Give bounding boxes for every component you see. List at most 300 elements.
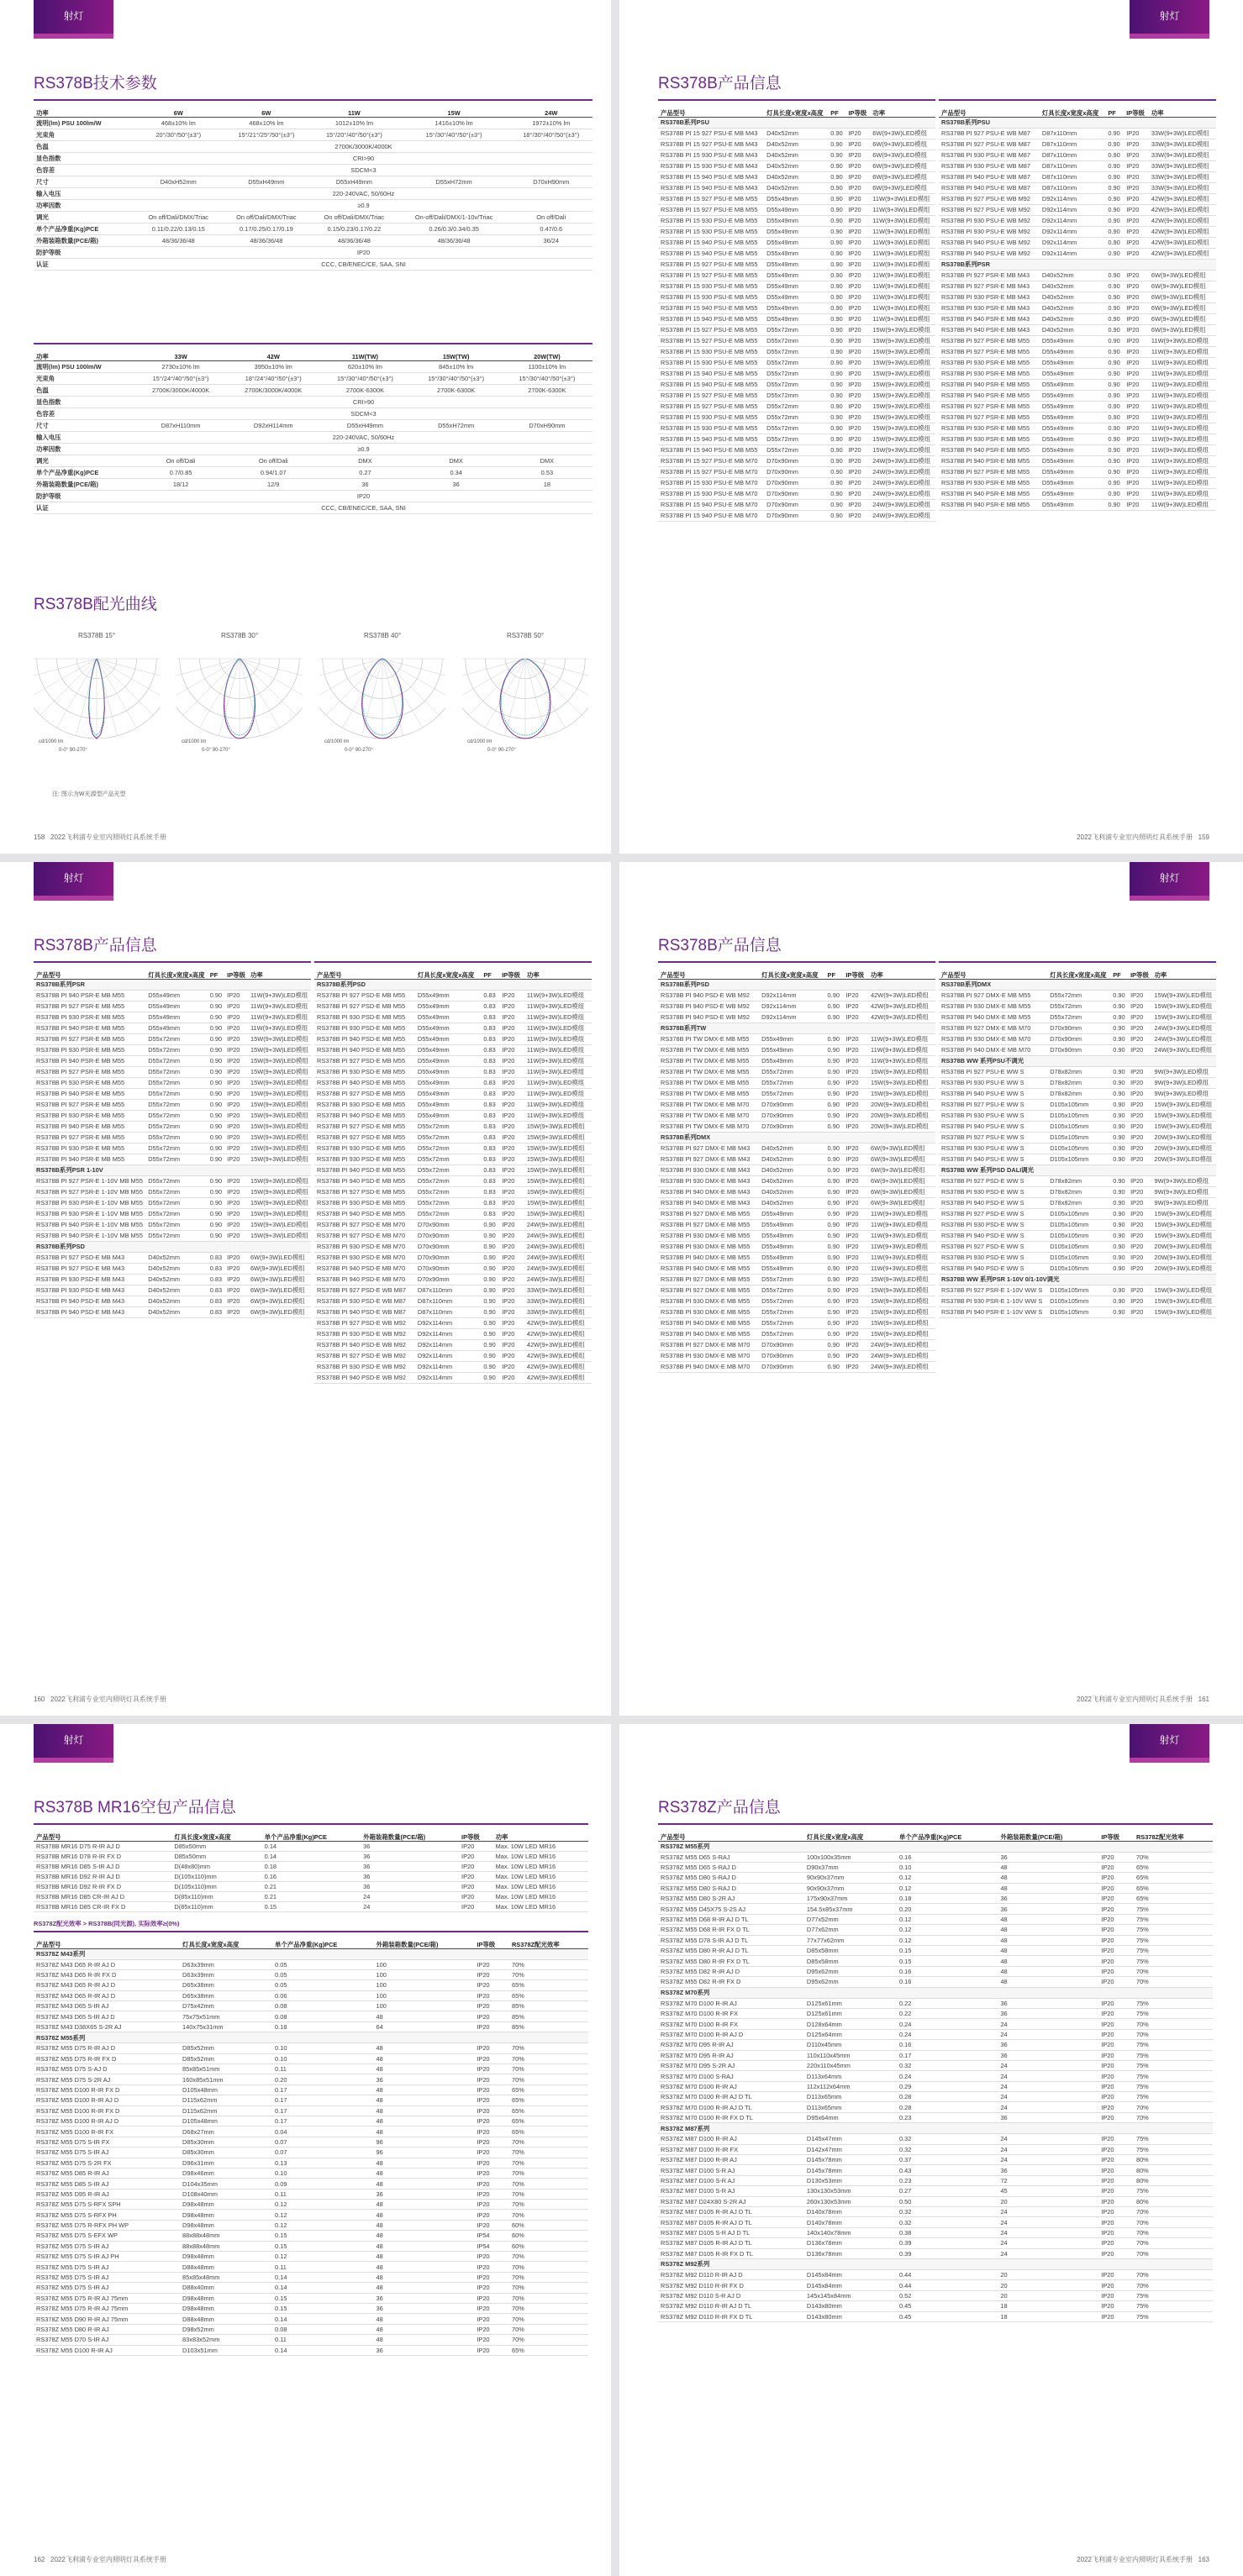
table-cell: 11W(9+3W)LED模组	[1149, 412, 1216, 423]
page-number: 162	[34, 2556, 45, 2563]
table-row	[658, 281, 935, 292]
table-cell: IP20	[1124, 171, 1149, 182]
spec-value: 48/36/36/48	[398, 234, 510, 246]
grid-spoke	[76, 659, 97, 736]
table-cell: IP20	[474, 2283, 509, 2293]
table-cell: 24W(9+3W)LED模组	[870, 477, 935, 488]
table-cell: 0.15	[262, 1901, 361, 1911]
table-row	[939, 412, 1216, 423]
table-cell: 20W(9+3W)LED模组	[868, 1110, 935, 1121]
table-cell: 0.15	[897, 1946, 998, 1956]
group-row	[939, 1055, 1216, 1066]
table-cell: 15W(9+3W)LED模组	[248, 1099, 311, 1110]
table-cell: 15W(9+3W)LED模组	[870, 357, 935, 368]
group-label: RS378B系列DMX	[939, 979, 1216, 990]
table-cell: RS378Z M87 D100 S-R AJ	[658, 2175, 804, 2185]
table-cell: D140x78mm	[804, 2217, 897, 2227]
table-cell: 75%	[1134, 2040, 1213, 2050]
table-cell: IP20	[1124, 281, 1149, 292]
table-cell: RS378B PI 930 DMX-E MB M43	[658, 1175, 759, 1186]
table-cell: 48	[374, 2084, 475, 2095]
table-cell: 42W(9+3W)LED模组	[868, 1012, 935, 1023]
group-label: RS378B系列PSD	[34, 1241, 311, 1252]
table-row	[34, 1033, 311, 1044]
table-cell: IP20	[224, 1197, 248, 1208]
table-cell: IP20	[843, 1143, 868, 1154]
table-cell: Max. 10W LED MR16	[493, 1861, 588, 1871]
table-row	[658, 2081, 1213, 2091]
table-cell: 15W(9+3W)LED模组	[870, 423, 935, 434]
column-header: 外箱装箱数量(PCE/箱)	[361, 1824, 459, 1841]
table-cell: 0.90	[208, 1088, 224, 1099]
table-cell: RS378Z M43 D65 R-IR FX D	[34, 1969, 180, 1979]
table-row	[314, 1350, 592, 1361]
table-cell: IP20	[1124, 324, 1149, 335]
table-cell: 0.90	[825, 1077, 844, 1088]
table-cell: 0.90	[1110, 1143, 1128, 1154]
table-cell: 24	[998, 2227, 1098, 2237]
table-cell: D(85x110)mm	[171, 1901, 261, 1911]
table-row	[939, 1175, 1216, 1186]
table-row	[939, 1110, 1216, 1121]
table-row	[658, 1164, 935, 1175]
table-row	[34, 2084, 588, 2095]
table-row	[34, 2324, 588, 2334]
table-cell: RS378B PI 930 PSD-E MB M43	[34, 1285, 145, 1296]
table-cell: D55x49mm	[759, 1241, 824, 1252]
column-header: PF	[208, 962, 224, 979]
table-cell: IP20	[499, 1339, 524, 1350]
table-cell: RS378B PI 940 PSR-E MB M55	[34, 1088, 145, 1099]
table-cell: D55x49mm	[764, 281, 828, 292]
table-cell: 48	[374, 2053, 475, 2063]
table-cell: RS378B PI 15 940 PSU-E MB M55	[658, 302, 764, 313]
table-cell: 0.90	[828, 423, 845, 434]
table-cell: 18	[998, 2311, 1098, 2321]
table-row	[314, 1285, 592, 1296]
table-cell: 15W(9+3W)LED模组	[868, 1066, 935, 1077]
table-cell: 0.90	[828, 193, 845, 204]
table-cell: RS378B PI 15 940 PSU-E MB M55	[658, 313, 764, 324]
table-cell: 24W(9+3W)LED模组	[524, 1230, 592, 1241]
table-row	[34, 2189, 588, 2199]
table-cell: 0.17	[272, 2105, 373, 2116]
group-label: RS378B WW 系列PSU不调光	[939, 1055, 1216, 1066]
table-cell: 0.90	[481, 1285, 499, 1296]
table-cell: D125x61mm	[804, 2008, 897, 2018]
table-cell: IP20	[474, 2001, 509, 2011]
page-title: RS378B产品信息	[658, 75, 782, 92]
spec-label: 显色指数	[34, 396, 134, 407]
table-row	[34, 1274, 311, 1285]
table-cell: D70x90mm	[764, 466, 828, 477]
spec-value: 2700K/3000K/4000K	[134, 140, 593, 152]
grid-spoke	[469, 659, 525, 715]
spec-value: 2700K-6300K	[411, 384, 502, 396]
table-cell: 42W(9+3W)LED模组	[1149, 248, 1216, 259]
table-cell: 9W(9+3W)LED模组	[1151, 1077, 1216, 1088]
table-cell: D70x90mm	[415, 1230, 482, 1241]
table-cell: 20	[998, 2196, 1098, 2206]
spec-label: 功率因数	[34, 443, 134, 455]
table-cell: 15W(9+3W)LED模组	[870, 324, 935, 335]
table-row	[658, 2019, 1213, 2029]
table-cell: IP20	[845, 226, 870, 237]
table-cell: 11W(9+3W)LED模组	[248, 1012, 311, 1023]
table-cell: 154.5x85x37mm	[804, 1904, 897, 1914]
spec-value: 15°/24°/40°/50°(±3°)	[134, 372, 227, 384]
table-cell: 24W(9+3W)LED模组	[870, 466, 935, 477]
table-row	[34, 1851, 588, 1861]
table-cell: 0.50	[897, 2196, 998, 2206]
table-cell: 11W(9+3W)LED模组	[868, 1263, 935, 1274]
table-row	[314, 1252, 592, 1263]
table-cell: 0.90	[828, 466, 845, 477]
table-row	[658, 477, 935, 488]
table-row	[658, 346, 935, 357]
table-cell: IP20	[1098, 1883, 1134, 1893]
table-cell: 11W(9+3W)LED模组	[248, 990, 311, 1001]
table-cell: 65%	[509, 2116, 588, 2126]
table-cell: 11W(9+3W)LED模组	[1149, 455, 1216, 466]
table-cell: D55x72mm	[145, 1088, 208, 1099]
table-cell: D143x80mm	[804, 2301, 897, 2311]
table-cell: IP20	[843, 1208, 868, 1219]
table-cell: 0.90	[1105, 444, 1124, 455]
table-cell: IP20	[1124, 215, 1149, 226]
table-cell: 77x77x62mm	[804, 1935, 897, 1945]
table-cell: RS378B PI 930 PSR-E MB M55	[939, 357, 1040, 368]
table-cell: IP20	[1098, 1914, 1134, 1924]
table-cell: IP20	[843, 1044, 868, 1055]
table-cell: 160x85x51mm	[180, 2074, 272, 2084]
table-cell: 0.90	[825, 1197, 844, 1208]
table-cell: D55x72mm	[415, 1186, 482, 1197]
table-cell: 0.90	[208, 1066, 224, 1077]
table-cell: D40x52mm	[764, 171, 828, 182]
column-header: IP等级	[845, 100, 870, 117]
table-cell: RS378B PI 927 PSD-E MB M55	[314, 1001, 415, 1012]
table-cell: 0.83	[481, 1175, 499, 1186]
table-cell: D55x72mm	[145, 1197, 208, 1208]
table-row	[658, 357, 935, 368]
table-row	[34, 2314, 588, 2324]
table-cell: 48	[998, 1883, 1098, 1893]
table-cell: 48	[998, 1935, 1098, 1945]
column-header: RS378Z配光效率	[509, 1932, 588, 1948]
table-cell: 0.15	[272, 2304, 373, 2314]
table-cell: 65%	[509, 2084, 588, 2095]
table-cell: 11W(9+3W)LED模组	[870, 259, 935, 270]
table-row	[939, 423, 1216, 434]
curve-legend: 0-0° 90-270°	[487, 748, 516, 753]
table-row	[34, 1891, 588, 1901]
table-cell: D105x105mm	[1047, 1099, 1110, 1110]
spec-value: 15°/30°/40°/50°(±3°)	[319, 372, 410, 384]
spec-value: 1972±10% lm	[510, 117, 593, 129]
table-cell: D136x78mm	[804, 2248, 897, 2258]
table-cell: 0.90	[828, 270, 845, 281]
group-row	[34, 1241, 311, 1252]
table-cell: 0.08	[272, 2001, 373, 2011]
column-header: 20W(TW)	[502, 344, 593, 360]
table-row	[34, 1980, 588, 1990]
table-row	[314, 1339, 592, 1350]
table-cell: RS378B PI 930 PSU-E WB M92	[939, 215, 1040, 226]
table-row	[658, 1998, 1213, 2008]
table-cell: 70%	[509, 2252, 588, 2262]
table-cell: RS378B PI 15 927 PSU-E MB M55	[658, 270, 764, 281]
table-cell: 70%	[509, 2053, 588, 2063]
table-cell: 15W(9+3W)LED模组	[1151, 1230, 1216, 1241]
table-cell: 0.83	[208, 1274, 224, 1285]
table-cell: 48	[374, 2168, 475, 2178]
table-cell: 11W(9+3W)LED模组	[524, 1066, 592, 1077]
group-row	[658, 1841, 1213, 1852]
table-cell: IP20	[1124, 477, 1149, 488]
table-row	[34, 1990, 588, 2000]
grid-spoke	[219, 659, 240, 736]
table-cell: 0.27	[897, 2186, 998, 2196]
grid-spoke	[183, 659, 240, 715]
group-label: RS378B系列PSR	[34, 979, 311, 990]
table-cell: RS378B PI 15 930 PSU-E MB M55	[658, 346, 764, 357]
table-cell: IP20	[1128, 1241, 1151, 1252]
table-cell: D55x72mm	[415, 1121, 482, 1132]
column-header: IP等级	[499, 962, 524, 979]
light-distribution-curves	[34, 632, 588, 758]
table-cell: 0.22	[897, 1998, 998, 2008]
table-cell: IP20	[1124, 128, 1149, 139]
table-cell: D55x49mm	[1040, 346, 1106, 357]
table-cell: 24W(9+3W)LED模组	[524, 1274, 592, 1285]
table-cell: 65%	[509, 1990, 588, 2000]
table-cell: D55x49mm	[1040, 412, 1106, 423]
table-cell: 0.90	[825, 1296, 844, 1306]
table-cell: RS378B PI 930 PSR-E MB M43	[939, 292, 1040, 302]
table-cell: IP20	[1128, 1285, 1151, 1296]
table-cell: 85%	[509, 2011, 588, 2021]
table-row	[658, 1143, 935, 1154]
page-footer	[34, 1695, 166, 1704]
table-cell: D55x72mm	[415, 1208, 482, 1219]
table-cell: RS378B PI 930 PSD-E MB M55	[314, 1099, 415, 1110]
spec-label: 光束角	[34, 372, 134, 384]
table-row	[658, 2008, 1213, 2018]
table-cell: 65%	[1134, 1894, 1213, 1904]
table-cell: RS378B PI 930 PSD-E WB M87	[314, 1296, 415, 1306]
table-cell: 0.21	[262, 1891, 361, 1901]
table-row	[939, 368, 1216, 379]
spec-value: 0.47/0.6	[510, 223, 593, 234]
table-cell: D70x90mm	[415, 1219, 482, 1230]
table-cell: IP20	[1128, 1044, 1151, 1055]
table-row	[658, 499, 935, 510]
table-cell: IP20	[224, 1154, 248, 1164]
table-cell: 20W(9+3W)LED模组	[1151, 1132, 1216, 1143]
table-cell: IP20	[499, 1241, 524, 1252]
page-number: 163	[1198, 2556, 1209, 2563]
table-row	[658, 2040, 1213, 2050]
table-cell: D128x64mm	[804, 2019, 897, 2029]
spec-row	[34, 223, 593, 234]
table-cell: RS378B PI 15 927 PSU-E MB M43	[658, 139, 764, 150]
table-cell: 36	[998, 2040, 1098, 2050]
table-cell: 70%	[509, 2314, 588, 2324]
table-cell: 0.17	[272, 2116, 373, 2126]
table-cell: IP20	[474, 2084, 509, 2095]
spec-value: 1100±10% lm	[502, 360, 593, 372]
table-cell: RS378B PI 940 PSU-E WW S	[939, 1088, 1047, 1099]
column-header: 42W	[227, 344, 319, 360]
table-cell: 42W(9+3W)LED模组	[1149, 215, 1216, 226]
table-cell: 42W(9+3W)LED模组	[524, 1317, 592, 1328]
table-cell: RS378B PI 940 DMX-E MB M55	[658, 1317, 759, 1328]
table-cell: D55x72mm	[415, 1164, 482, 1175]
table-cell: 0.90	[1105, 434, 1124, 444]
table-cell: 70%	[509, 2168, 588, 2178]
table-cell: D55x72mm	[1047, 1001, 1110, 1012]
header-row	[34, 1824, 588, 1841]
table-row	[658, 1012, 935, 1023]
table-cell: 0.83	[208, 1285, 224, 1296]
table-row	[34, 2293, 588, 2303]
product-table-left	[658, 961, 935, 1373]
table-cell: 80%	[1134, 2165, 1213, 2175]
table-cell: D40x52mm	[764, 160, 828, 171]
spec-value: 0.94/1.07	[227, 466, 319, 478]
table-cell: 15W(9+3W)LED模组	[248, 1077, 311, 1088]
table-cell: RS378B PI 927 PSR-E MB M55	[34, 1132, 145, 1143]
table-cell: 0.90	[481, 1274, 499, 1285]
table-cell: RS378B PI 940 PSU-E WB M92	[939, 237, 1040, 248]
table-cell: D70x90mm	[764, 477, 828, 488]
table-cell: D55x72mm	[145, 1033, 208, 1044]
table-cell: 0.44	[897, 2280, 998, 2290]
spec-value: 12/9	[227, 478, 319, 490]
table-row	[939, 1230, 1216, 1241]
table-cell: D92x114mm	[1040, 237, 1106, 248]
table-cell: 220x110x45mm	[804, 2060, 897, 2070]
table-cell: D105x48mm	[180, 2116, 272, 2126]
table-cell: IP20	[1098, 2071, 1134, 2081]
table-cell: 0.15	[897, 1956, 998, 1966]
table-cell: IP20	[845, 248, 870, 259]
table-cell: 0.90	[1105, 423, 1124, 434]
table-cell: RS378B PI 940 PSD-E MB M70	[314, 1263, 415, 1274]
table-cell: RS378B PI 930 PSR-E 1-10V WW S	[939, 1296, 1047, 1306]
table-cell: 0.90	[1110, 1285, 1128, 1296]
table-cell: D55x49mm	[759, 1252, 824, 1263]
table-row	[314, 1317, 592, 1328]
table-cell: 36	[361, 1861, 459, 1871]
table-cell: 88x88x48mm	[180, 2241, 272, 2251]
table-cell: IP20	[1128, 1186, 1151, 1197]
table-cell: 0.90	[1105, 150, 1124, 160]
table-cell: IP20	[1098, 1935, 1134, 1945]
table-cell: RS378B PI 930 PSD-E MB M55	[314, 1143, 415, 1154]
table-row	[658, 434, 935, 444]
table-row	[939, 390, 1216, 401]
table-cell: 75%	[1134, 1935, 1213, 1945]
table-row	[658, 2311, 1213, 2321]
table-cell: IP20	[459, 1851, 493, 1861]
table-cell: RS378B PI 15 927 PSU-E MB M70	[658, 466, 764, 477]
spec-value: 2700K/3000K/4000K	[227, 384, 319, 396]
table-cell: IP20	[474, 1990, 509, 2000]
table-cell: IP20	[499, 1132, 524, 1143]
table-cell: 0.90	[828, 477, 845, 488]
table-cell: D92x114mm	[1040, 215, 1106, 226]
table-cell: 20W(9+3W)LED模组	[1151, 1241, 1216, 1252]
table-cell: D145x84mm	[804, 2280, 897, 2290]
table-cell: IP20	[474, 2127, 509, 2137]
table-cell: D98x48mm	[180, 2304, 272, 2314]
table-row	[939, 324, 1216, 335]
table-row	[658, 466, 935, 477]
table-cell: 0.90	[481, 1317, 499, 1328]
table-cell: D70x90mm	[764, 499, 828, 510]
table-cell: RS378B PI 927 PSR-E MB M55	[939, 466, 1040, 477]
table-cell: RS378B PI 927 PSR-E MB M55	[34, 1066, 145, 1077]
table-cell: RS378B PI 927 PSU-E WB M87	[939, 128, 1040, 139]
grid-spoke	[97, 659, 137, 728]
grid-spoke	[382, 659, 439, 715]
spec-value: 36	[319, 478, 410, 490]
table-cell: RS378B PI 930 PSD-E WW S	[939, 1186, 1047, 1197]
table-cell: D108x40mm	[180, 2189, 272, 2199]
table-cell: 110x110x45mm	[804, 2050, 897, 2060]
table-row	[658, 412, 935, 423]
table-cell: 48	[998, 1862, 1098, 1872]
table-cell: RS378B PI 930 PSD-E WW S	[939, 1252, 1047, 1263]
table-cell: 15W(9+3W)LED模组	[868, 1306, 935, 1317]
spec-value: 36/24	[510, 234, 593, 246]
table-cell: RS378B PI 15 940 PSU-E MB M43	[658, 182, 764, 193]
table-row	[34, 2283, 588, 2293]
table-cell: 0.12	[897, 1873, 998, 1883]
table-cell: 36	[374, 2293, 475, 2303]
table-cell: RS378B PI 940 PSR-E 1-10V MB M55	[34, 1219, 145, 1230]
table-cell: IP20	[1128, 1219, 1151, 1230]
table-cell: D87x110mm	[1040, 182, 1106, 193]
table-cell: 42W(9+3W)LED模组	[1149, 226, 1216, 237]
table-cell: RS378B PI 930 PSR-E 1-10V MB M55	[34, 1197, 145, 1208]
table-row	[34, 2074, 588, 2084]
grid-spoke	[504, 659, 525, 736]
table-cell: IP20	[1128, 1023, 1151, 1033]
table-cell: 11W(9+3W)LED模组	[870, 215, 935, 226]
table-cell: D105x105mm	[1047, 1110, 1110, 1121]
page-footer	[1077, 1695, 1209, 1704]
table-row	[34, 1252, 311, 1263]
table-cell: 33W(9+3W)LED模组	[524, 1285, 592, 1296]
table-cell: 75x75x51mm	[180, 2011, 272, 2021]
table-cell: 70%	[509, 2210, 588, 2220]
table-row	[939, 1208, 1216, 1219]
table-cell: IP20	[224, 1001, 248, 1012]
table-row	[939, 204, 1216, 215]
table-cell: 70%	[509, 2189, 588, 2199]
table-row	[34, 1023, 311, 1033]
table-cell: 0.83	[481, 1077, 499, 1088]
table-row	[658, 1977, 1213, 1987]
table-row	[658, 248, 935, 259]
table-cell: 0.90	[1105, 379, 1124, 390]
table-cell: 15W(9+3W)LED模组	[1151, 1208, 1216, 1219]
table-row	[658, 1339, 935, 1350]
product-table-right	[939, 961, 1216, 1318]
